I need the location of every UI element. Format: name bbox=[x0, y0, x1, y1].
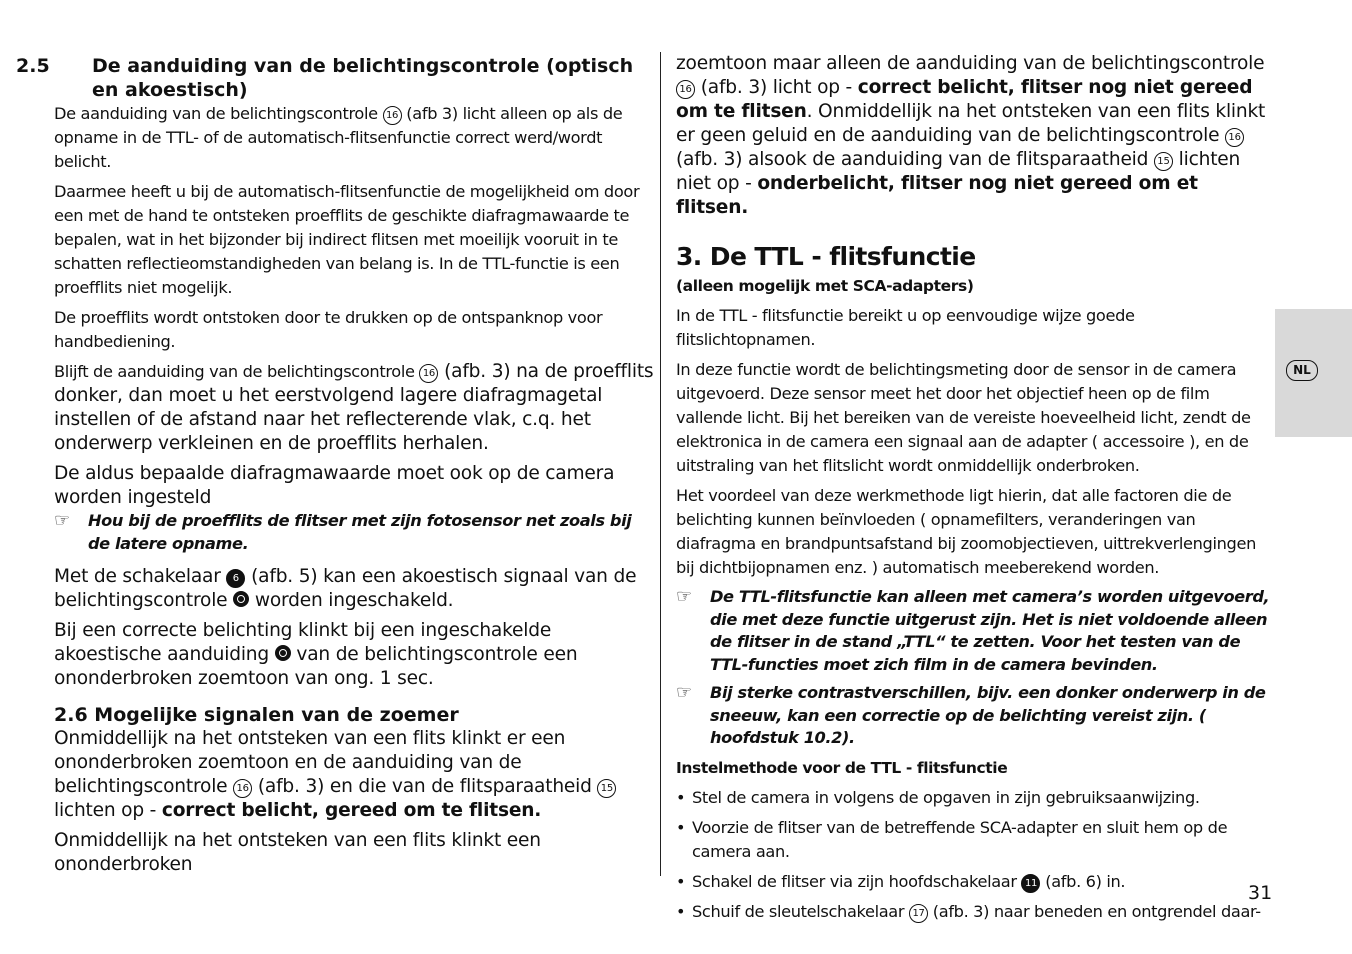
bullet: • bbox=[676, 901, 686, 921]
list-item: • Schakel de flitser via zijn hoofdschakelaar 11 (afb. 6) in. bbox=[676, 870, 1276, 894]
paragraph: Onmiddellijk na het ontsteken van een flits klinkt een ononderbroken bbox=[54, 830, 541, 875]
left-column bbox=[16, 52, 654, 877]
pointing-hand-icon: ☞ bbox=[676, 586, 692, 607]
paragraph: Daarmee heeft u bij de automatisch-flitsenfunctie de mogelijkheid om door een met de hand te ontsteken proefflits de geschikte diafragmawaarde te bepalen, wat in het bijzonder bij indirect flitsen met moeilijk vooruit in te schatten reflectieomstandigheden van belang is. In de TTL-functie is een proefflits niet mogelijk. bbox=[54, 182, 640, 297]
ref-15-icon: 15 bbox=[597, 779, 616, 798]
list-item: • Voorzie de flitser van de betreffende SCA-adapter en sluit hem op de camera aan. bbox=[676, 817, 1228, 861]
bullet: • bbox=[676, 787, 686, 807]
ref-11-icon: 11 bbox=[1021, 874, 1040, 893]
page-number: 31 bbox=[1248, 882, 1273, 904]
paragraph: In deze functie wordt de belichtingsmeting door de sensor in de camera uitgevoerd. Deze sensor meet het door het objectief heen op de film vallende licht. Bij het bereiken van de vereiste hoeveelheid licht, zendt de elektronica in de camera een signaal aan de adapter ( accessoire ), en de uitstraling van het flitslicht wordt onmiddellijk onderbroken. bbox=[676, 360, 1251, 475]
right-column bbox=[676, 52, 1276, 924]
note: ☞ Bij sterke contrastverschillen, bijv. een donker onderwerp in de sneeuw, kan een correctie op de belichting vereist zijn. ( hoofdstuk 10.2). bbox=[676, 682, 1266, 747]
paragraph: Onmiddellijk na het ontsteken van een flits klinkt er een ononderbroken zoemtoon en de aanduiding van de belichtingscontrole 16 (afb. 3) en die van de flitsparaatheid 15 lichten op - correct belicht, gereed om te flitsen. bbox=[54, 727, 654, 823]
paragraph: donker, dan moet u het eerstvolgend lagere diafragmagetal instellen of de afstand naar het reflecterende vlak, c.q. het onderwerp verkleinen en de proefflits herhalen. bbox=[54, 385, 603, 454]
pointing-hand-icon: ☞ bbox=[676, 682, 692, 703]
paragraph: De aldus bepaalde diafragmawaarde moet ook op de camera worden ingesteld bbox=[54, 463, 615, 508]
note: ☞ Hou bij de proefflits de flitser met zijn fotosensor net zoals bij de latere opname. bbox=[54, 510, 632, 553]
language-tab bbox=[1275, 309, 1352, 437]
language-badge: NL bbox=[1286, 360, 1318, 381]
list-item: • Schuif de sleutelschakelaar 17 (afb. 3) naar beneden en ontgrendel daar- bbox=[676, 900, 1276, 924]
ref-6-icon: 6 bbox=[226, 569, 245, 588]
pointing-hand-icon: ☞ bbox=[54, 510, 70, 531]
ref-17-icon: 17 bbox=[909, 904, 928, 923]
paragraph: Het voordeel van deze werkmethode ligt hierin, dat alle factoren die de belichting kunnen beïnvloeden ( opnamefilters, veranderingen van diafragma en brandpuntsafstand bij zoomobjectieven, uittrekverlengingen bij dichtbijopnamen enz. ) automatisch meeberekend worden. bbox=[676, 486, 1256, 577]
paragraph: Blijft de aanduiding van de belichtingscontrole 16 (afb. 3) na de proefflits bbox=[54, 361, 654, 382]
list-item: • Stel de camera in volgens de opgaven in zijn gebruiksaanwijzing. bbox=[676, 786, 1276, 810]
section-3-heading: 3. De TTL - flitsfunctie bbox=[676, 242, 976, 271]
buzzer-icon bbox=[275, 645, 291, 661]
ref-16-icon: 16 bbox=[676, 80, 695, 99]
section-3-subheading: (alleen mogelijk met SCA-adapters) bbox=[676, 277, 974, 295]
section-2-5-heading: 2.5 De aanduiding van de belichtingscontrole (optisch en akoestisch) bbox=[16, 55, 634, 101]
bullet: • bbox=[676, 817, 686, 837]
paragraph: Met de schakelaar 6 (afb. 5) kan een akoestisch signaal van de belichtingscontrole worden ingeschakeld. bbox=[54, 566, 637, 611]
ref-15-icon: 15 bbox=[1154, 152, 1173, 171]
column-divider bbox=[660, 52, 661, 876]
ref-16-icon: 16 bbox=[383, 106, 402, 125]
instructions-heading: Instelmethode voor de TTL - flitsfunctie bbox=[676, 758, 1008, 777]
paragraph: De proefflits wordt ontstoken door te drukken op de ontspanknop voor handbediening. bbox=[54, 308, 603, 351]
paragraph: zoemtoon maar alleen de aanduiding van de belichtingscontrole 16 (afb. 3) licht op - correct belicht, flitser nog niet gereed om te flitsen. Onmiddellijk na het ontsteken van een flits klinkt er geen geluid en de aanduiding van de belichtingscontrole 16 (afb. 3) alsook de aanduiding van de flitsparaatheid 15 lichten niet op - onderbelicht, flitser nog niet gereed om et flitsen. bbox=[676, 53, 1266, 218]
ref-16-icon: 16 bbox=[419, 364, 438, 383]
note: ☞ De TTL-flitsfunctie kan alleen met camera’s worden uitgevoerd, die met deze functie uitgerust zijn. Het is niet voldoende alleen de flitser in de stand „TTL“ te zetten. Voor het testen van de TTL-functies moet zich film in de camera bevinden. bbox=[676, 586, 1270, 674]
bullet: • bbox=[676, 871, 686, 891]
paragraph: De aanduiding van de belichtingscontrole 16 (afb 3) licht alleen op als de opname in de TTL- of de automatisch-flitsenfunctie correct werd/wordt belicht. bbox=[54, 104, 623, 171]
paragraph: In de TTL - flitsfunctie bereikt u op eenvoudige wijze goede flitslichtopnamen. bbox=[676, 306, 1135, 349]
ref-16-icon: 16 bbox=[233, 779, 252, 798]
ref-16-icon: 16 bbox=[1225, 128, 1244, 147]
paragraph: Bij een correcte belichting klinkt bij een ingeschakelde akoestische aanduiding van de belichtingscontrole een ononderbroken zoemtoon van ong. 1 sec. bbox=[54, 620, 578, 689]
section-2-6-heading: 2.6 Mogelijke signalen van de zoemer bbox=[54, 704, 459, 726]
buzzer-icon bbox=[233, 591, 249, 607]
